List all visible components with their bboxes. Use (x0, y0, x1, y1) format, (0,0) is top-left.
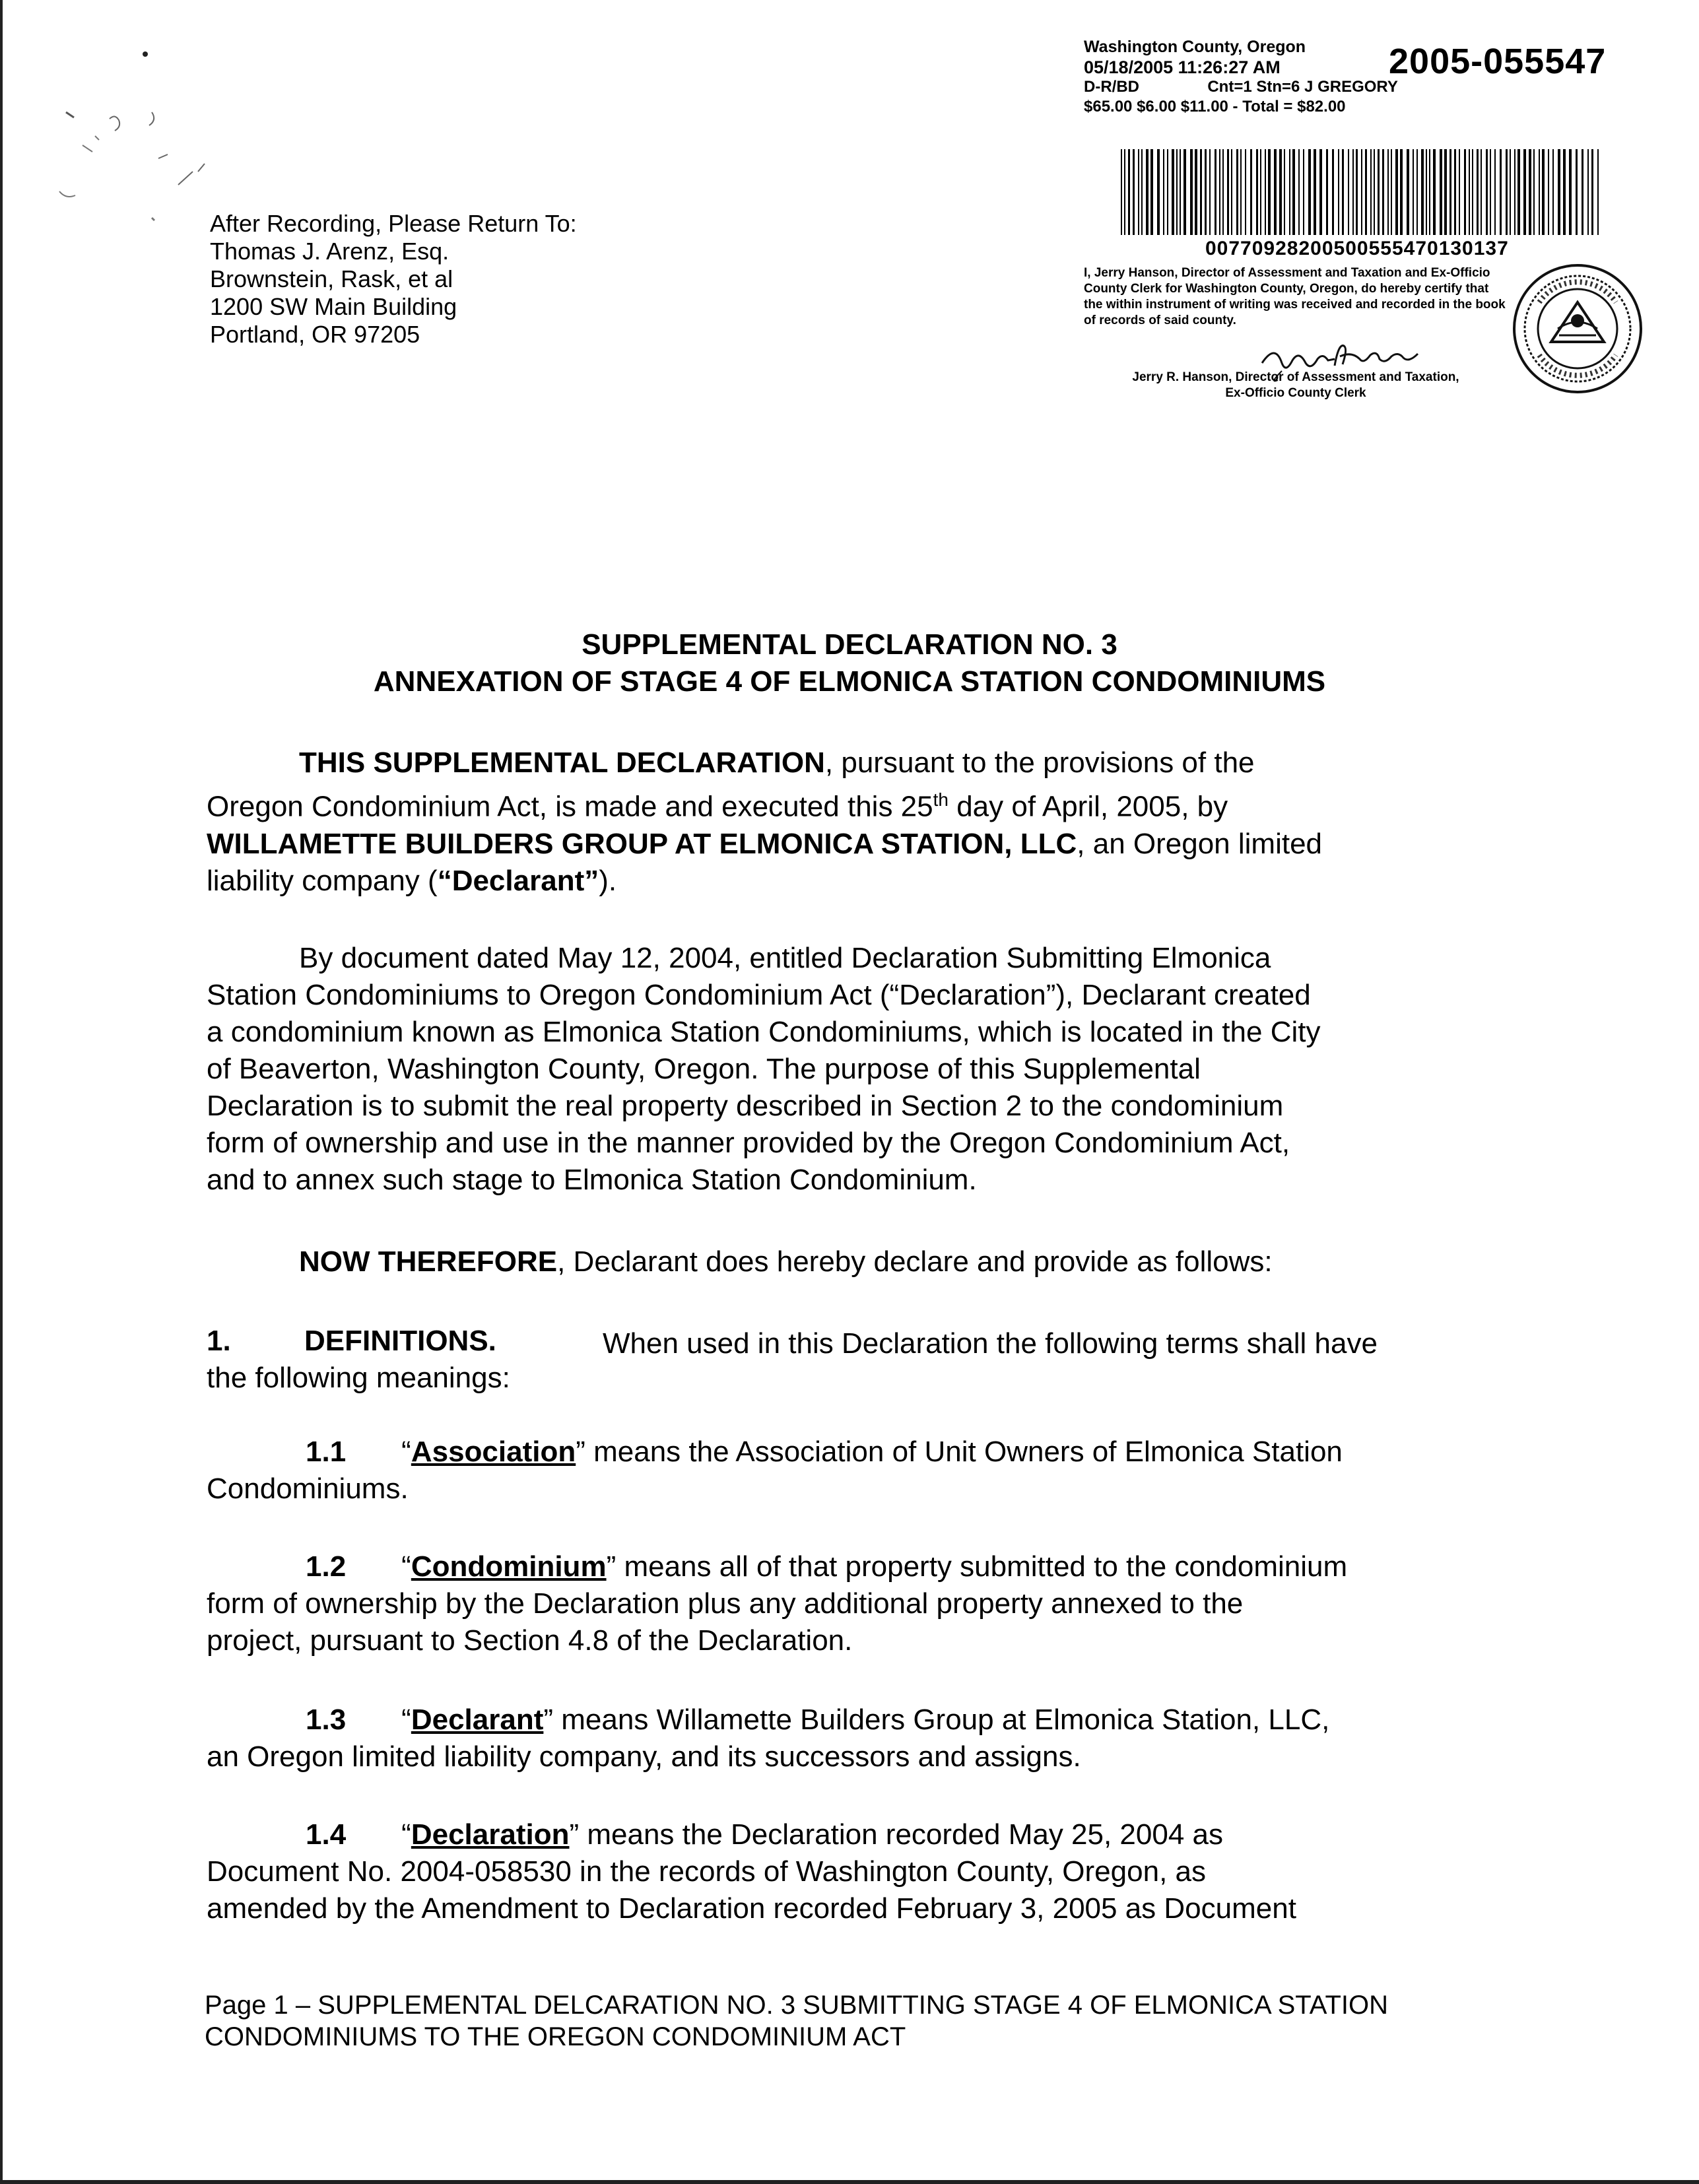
barcode-bar (1506, 149, 1508, 235)
barcode-bar (1319, 149, 1322, 235)
barcode-bar (1472, 149, 1473, 235)
barcode-bar (1163, 149, 1164, 235)
signer-line2: Ex-Officio County Clerk (1225, 386, 1366, 400)
barcode-bar (1190, 149, 1193, 235)
barcode-bar (1236, 149, 1238, 235)
intro-bold-lead: THIS SUPPLEMENTAL DECLARATION (299, 746, 825, 779)
barcode-bar (1303, 149, 1304, 235)
barcode-bar (1240, 149, 1242, 235)
barcode-bar (1378, 149, 1380, 235)
barcode-bar (1176, 149, 1178, 235)
now-therefore-bold: NOW THEREFORE (299, 1245, 558, 1278)
barcode-bar (1539, 149, 1540, 235)
definition-continuation: Document No. 2004-058530 in the records of Washington County, Oregon, as (207, 1855, 1206, 1888)
barcode-bar (1500, 149, 1502, 235)
intro-line1 (207, 745, 1527, 781)
background-line: form of ownership and use in the manner provided by the Oregon Condominium Act, (207, 1127, 1290, 1159)
barcode-bar (1222, 149, 1224, 235)
barcode-bar (1298, 149, 1300, 235)
barcode-bar (1370, 149, 1372, 235)
barcode-bar (1183, 149, 1186, 235)
barcode-bar (1597, 149, 1599, 235)
document-title-line1: SUPPLEMENTAL DECLARATION NO. 3 (582, 628, 1117, 661)
barcode-bar (1444, 149, 1447, 235)
definition-continuation: project, pursuant to Section 4.8 of the Declaration. (207, 1624, 853, 1657)
recording-codes (1084, 77, 1398, 97)
intro-text1: , pursuant to the provisions of the (824, 746, 1255, 779)
definition-continuation: form of ownership by the Declaration plus any additional property annexed to the (207, 1587, 1244, 1620)
barcode-bar (1284, 149, 1285, 235)
barcode-bar (1250, 149, 1252, 235)
barcode-bar (1332, 149, 1334, 235)
definition-text: ” means all of that property submitted to the condominium (606, 1550, 1348, 1583)
barcode-bar (1146, 149, 1149, 235)
barcode-bar (1523, 149, 1526, 235)
barcode-bar (1382, 149, 1384, 235)
barcode-bar (1172, 149, 1174, 235)
barcode-bar (1180, 149, 1181, 235)
definition-text: ” means Willamette Builders Group at Elmonica Station, LLC, (543, 1704, 1330, 1736)
definition-term: Association (411, 1436, 576, 1468)
background-paragraph (207, 940, 1527, 1199)
barcode-bar (1141, 149, 1143, 235)
barcode-bar (1576, 149, 1578, 235)
barcode-bar (1591, 149, 1593, 235)
background-line: of Beaverton, Washington County, Oregon. The purpose of this Supplemental (207, 1053, 1201, 1085)
definition-number: 1.1 (306, 1436, 347, 1468)
barcode-bar (1121, 149, 1122, 235)
barcode-bar (1356, 149, 1358, 235)
barcode-bar (1407, 149, 1409, 235)
scan-marks (46, 40, 218, 238)
intro-line2-pre: Oregon Condominium Act, is made and executed this 25 (207, 790, 933, 823)
definition-continuation: amended by the Amendment to Declaration recorded February 3, 2005 as Document (207, 1892, 1296, 1925)
barcode-bar (1279, 149, 1282, 235)
barcode-bar (1245, 149, 1246, 235)
barcode-bar (1227, 149, 1229, 235)
barcode-bar (1195, 149, 1197, 235)
barcode-bar (1587, 149, 1589, 235)
barcode-bar (1361, 149, 1362, 235)
intro-sup: th (933, 789, 949, 810)
definition-term: Declarant (411, 1704, 544, 1736)
background-line: By document dated May 12, 2004, entitled Declaration Submitting Elmonica (299, 942, 1271, 974)
definition-text: ” means the Association of Unit Owners of Elmonica Station (576, 1436, 1343, 1468)
section1-text1: When used in this Declaration the following terms shall have (603, 1327, 1378, 1360)
barcode-bar (1529, 149, 1531, 235)
background-line: Station Condominiums to Oregon Condominium Act (“Declaration”), Declarant created (207, 979, 1311, 1011)
intro-line4 (207, 863, 1527, 900)
definition-term: Condominium (411, 1550, 607, 1583)
barcode-bar (1352, 149, 1354, 235)
intro-company: WILLAMETTE BUILDERS GROUP AT ELMONICA STATION, LLC (207, 827, 1077, 860)
now-therefore-paragraph (299, 1243, 1273, 1280)
barcode-bar (1256, 149, 1258, 235)
barcode-bar (1429, 149, 1430, 235)
return-heading: After Recording, Please Return To: (210, 210, 577, 237)
recording-fees: $65.00 $6.00 $11.00 - Total = $82.00 (1084, 98, 1346, 116)
definition-continuation: Condominiums. (207, 1473, 409, 1505)
barcode-bar (1219, 149, 1220, 235)
intro-paragraph (207, 745, 1527, 900)
barcode-bar (1138, 149, 1139, 235)
intro-line2-post: day of April, 2005, by (948, 790, 1228, 823)
barcode-bar (1157, 149, 1160, 235)
definition-1-3: 1.3 “Declarant” means Willamette Builders Group at Elmonica Station, LLC, an Oregon limited liability company, and its successors and assigns. (207, 1702, 1527, 1775)
barcode-bar (1231, 149, 1232, 235)
intro-line4-post: ). (599, 864, 617, 897)
page-footer (205, 1989, 1388, 2053)
barcode-bar (1265, 149, 1266, 235)
definition-1-4: 1.4 “Declaration” means the Declaration recorded May 25, 2004 as Document No. 2004-058530 in the records of Washington County, Oregon, as amended by the Amendment to Declaration recorded February 3, 2005 as Document (207, 1816, 1527, 1927)
barcode-bar (1477, 149, 1479, 235)
barcode-bar (1342, 149, 1344, 235)
intro-line3-post: , an Oregon limited (1077, 827, 1323, 860)
barcode-bar (1481, 149, 1482, 235)
barcode-bar (1326, 149, 1328, 235)
barcode-bar (1542, 149, 1545, 235)
barcode-bar (1558, 149, 1560, 235)
barcode-bar (1514, 149, 1516, 235)
barcode-bar (1365, 149, 1367, 235)
barcode-bar (1494, 149, 1496, 235)
barcode-bar (1517, 149, 1520, 235)
barcode-bar (1426, 149, 1427, 235)
return-name: Thomas J. Arenz, Esq. (210, 238, 450, 265)
now-therefore-text: , Declarant does hereby declare and provide as follows: (557, 1245, 1273, 1278)
intro-declarant: “Declarant” (437, 864, 599, 897)
barcode-bar (1395, 149, 1398, 235)
barcode-bar (1268, 149, 1271, 235)
barcode-bar (1209, 149, 1211, 235)
county-seal-icon (1512, 263, 1644, 395)
barcode-bar (1387, 149, 1389, 235)
barcode-bar (1400, 149, 1403, 235)
footer-line1: Page 1 – SUPPLEMENTAL DELCARATION NO. 3 SUBMITTING STAGE 4 OF ELMONICA STATION (205, 1991, 1388, 2020)
return-address-line2: Portland, OR 97205 (210, 321, 420, 348)
return-address-line1: 1200 SW Main Building (210, 293, 457, 320)
barcode-bar (1338, 149, 1339, 235)
recording-stamp (1084, 36, 1398, 117)
barcode-bar (1348, 149, 1349, 235)
barcode-bar (1205, 149, 1207, 235)
barcode-bar (1548, 149, 1549, 235)
barcode-bar (1150, 149, 1153, 235)
barcode-bar (1533, 149, 1535, 235)
barcode-bar (1308, 149, 1311, 235)
definition-continuation: an Oregon limited liability company, and its successors and assigns. (207, 1740, 1081, 1773)
barcode-bar (1167, 149, 1168, 235)
recording-counts: Cnt=1 Stn=6 J GREGORY (1207, 78, 1398, 96)
section1-title: DEFINITIONS. (304, 1325, 496, 1357)
intro-line4-pre: liability company ( (207, 864, 438, 897)
barcode-bar (1449, 149, 1451, 235)
recording-document-number: 2005-055547 (1389, 42, 1607, 81)
barcode-bar (1292, 149, 1295, 235)
return-address-block (210, 210, 577, 348)
barcode-bar (1260, 149, 1261, 235)
barcode-bar (1133, 149, 1135, 235)
barcode-bar (1416, 149, 1418, 235)
barcode-bar (1454, 149, 1456, 235)
barcode-bar (1552, 149, 1554, 235)
background-line: and to annex such stage to Elmonica Station Condominium. (207, 1164, 977, 1196)
intro-line2 (207, 781, 1527, 826)
background-line: a condominium known as Elmonica Station Condominiums, which is located in the City (207, 1016, 1321, 1048)
barcode-bar (1128, 149, 1130, 235)
background-line: Declaration is to submit the real property described in Section 2 to the condominium (207, 1090, 1284, 1122)
recording-datetime: 05/18/2005 11:26:27 AM (1084, 57, 1281, 77)
barcode-bar (1582, 149, 1583, 235)
barcode-bar (1274, 149, 1277, 235)
definition-text: ” means the Declaration recorded May 25, 2004 as (569, 1818, 1224, 1851)
barcode-bar (1569, 149, 1572, 235)
recording-county: Washington County, Oregon (1084, 38, 1306, 56)
barcode-bar (1413, 149, 1414, 235)
definition-number: 1.2 (306, 1550, 347, 1583)
barcode-bar (1490, 149, 1491, 235)
intro-line3 (207, 826, 1527, 863)
section1-heading (207, 1323, 1527, 1397)
barcode-bar (1374, 149, 1375, 235)
barcode-bar (1124, 149, 1125, 235)
definition-1-1: 1.1 “Association” means the Association of Unit Owners of Elmonica Station Condominiums. (207, 1434, 1527, 1507)
definition-term: Declaration (411, 1818, 570, 1851)
recording-barcode (1117, 149, 1605, 247)
barcode-bar (1215, 149, 1216, 235)
barcode-bar (1391, 149, 1392, 235)
clerk-signer-block (1081, 370, 1510, 401)
clerk-certification: I, Jerry Hanson, Director of Assessment and Taxation and Ex-Officio County Clerk for Washington County, Oregon, do hereby certify that the within instrument of writing was received and recorded in the book of records of said county. (1084, 266, 1506, 327)
section1-text2: the following meanings: (207, 1362, 510, 1394)
barcode-bar (1563, 149, 1566, 235)
barcode-bar (1486, 149, 1488, 235)
barcode-bar (1289, 149, 1290, 235)
section1-line1 (207, 1323, 1527, 1360)
definition-number: 1.4 (306, 1818, 347, 1851)
recording-type-code: D-R/BD (1084, 78, 1139, 96)
definition-1-2: 1.2 “Condominium” means all of that property submitted to the condominium form of ownership by the Declaration plus any additional property annexed to the project, pursuant to Section 4.8 of the Declaration. (207, 1548, 1527, 1659)
barcode-bar (1314, 149, 1316, 235)
barcode-bar (1464, 149, 1466, 235)
barcode-bar (1421, 149, 1424, 235)
section1-number: 1. (207, 1325, 231, 1357)
barcode-bar (1440, 149, 1442, 235)
signer-line1: Jerry R. Hanson, Director of Assessment and Taxation, (1132, 370, 1459, 384)
definition-number: 1.3 (306, 1704, 347, 1736)
barcode-digits: 00770928200500555470130137 (1205, 238, 1509, 259)
barcode-bar (1469, 149, 1470, 235)
barcode-bar (1433, 149, 1436, 235)
barcode-bar (1200, 149, 1202, 235)
return-firm: Brownstein, Rask, et al (210, 265, 453, 292)
barcode-bar (1459, 149, 1460, 235)
barcode-bar (1510, 149, 1511, 235)
footer-line2: CONDOMINIUMS TO THE OREGON CONDOMINIUM ACT (205, 2022, 906, 2051)
document-title-line2: ANNEXATION OF STAGE 4 OF ELMONICA STATION CONDOMINIUMS (373, 665, 1326, 698)
